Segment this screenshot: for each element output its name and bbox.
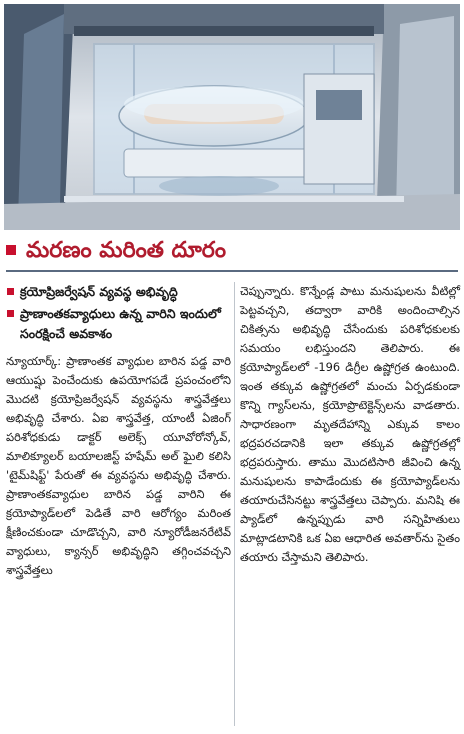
highlight-item	[6, 282, 231, 302]
headline-bullet-icon	[6, 245, 16, 255]
highlight-item	[6, 304, 231, 344]
bullet-icon	[7, 310, 14, 317]
headline-block	[6, 236, 458, 266]
highlight-text: ప్రాణాంతకవ్యాధులు ఉన్న వారిని ఇందులో సంరక్షించే అవకాశం	[20, 306, 221, 341]
left-column	[6, 282, 231, 580]
cryopod-lab-photo	[4, 4, 460, 230]
cryopod-illustration	[4, 4, 460, 230]
headline: మరణం మరింత దూరం	[26, 238, 226, 263]
column-divider	[234, 282, 235, 726]
highlight-text: క్రయోప్రిజర్వేషన్ వ్యవస్థ అభివృద్ధి	[20, 284, 178, 299]
headline-divider	[6, 270, 458, 272]
article-body-left: న్యూయార్క్: ప్రాణాంతక వ్యాధుల బారిన పడ్డ వారి ఆయుష్షు పెంచేందుకు ఉపయోగపడే ప్రపంచంలోని మొదటి క్రయోప్రిజర్వేషన్ వ్యవస్థను శాస్త్రవేత్తలు అభివృద్ధి చేశారు. ఏఐ శాస్త్రవేత్త, యాంటీ ఏజింగ్ పరిశోధకుడు డాక్టర్ అలెక్స్ యూవోరోన్కోవ్, మాలిక్యూలర్ బయాలజిస్ట్ హషేమ్ అల్ ఘైలి కలిసి 'టైమ్‌షిఫ్ట్' పేరుతో ఈ వ్యవస్థను అభివృద్ధి చేశారు. ప్రాణాంతకవ్యాధుల బారిన పడ్డ వారిని ఈ క్రయోప్యాడ్‌లలో పెడితే వారి ఆరోగ్యం మరింత క్షీణించకుండా చూడొచ్చని, వారి న్యూరోడీజనరేటివ్ వ్యాధులు, క్యాన్సర్ అభివృద్ధిని తగ్గించవచ్చని శాస్త్రవేత్తలు	[6, 354, 231, 577]
article-body-right: చెప్పున్నారు. కొన్నేండ్ల పాటు మనుషులను వీటిల్లో పెట్టవచ్చని, తద్వారా వారికి అందించాల్సిన చికిత్సను అభివృద్ధి చేసేందుకు పరిశోధకులకు సమయం లభిస్తుందని తెలిపారు. ఈ క్రయోప్యాడ్‌లలో -196 డిగ్రీల ఉష్ణోగ్రత ఉంటుంది. ఇంత తక్కువ ఉష్ణోగ్రతలో మంచు ఏర్పడకుండా కొన్ని గ్యాస్‌లను, క్రయోప్రొటెక్టెన్స్‌లను వాడతారు. సాధారణంగా మృతదేహాన్ని ఎక్కువ కాలం భద్రపరచడానికి ఇలా తక్కువ ఉష్ణోగ్రతల్లో భద్రపరుస్తారు. తాము మొదటిసారి జీవించి ఉన్న మనుషులను కాపాడేందుకు ఈ క్రయోప్యాడ్‌లను తయారుచేసినట్టు శాస్త్రవేత్తలు చెప్పారు. మనిషి ఈ ప్యాడ్‌లో ఉన్నప్పుడు వారి సన్నిహితులు మాట్లాడటానికి ఒక ఏఐ ఆధారిత అవతార్‌ను సైతం తయారు చేస్తామని తెలిపారు.	[240, 284, 460, 564]
right-column	[240, 282, 460, 567]
bullet-icon	[7, 288, 14, 295]
